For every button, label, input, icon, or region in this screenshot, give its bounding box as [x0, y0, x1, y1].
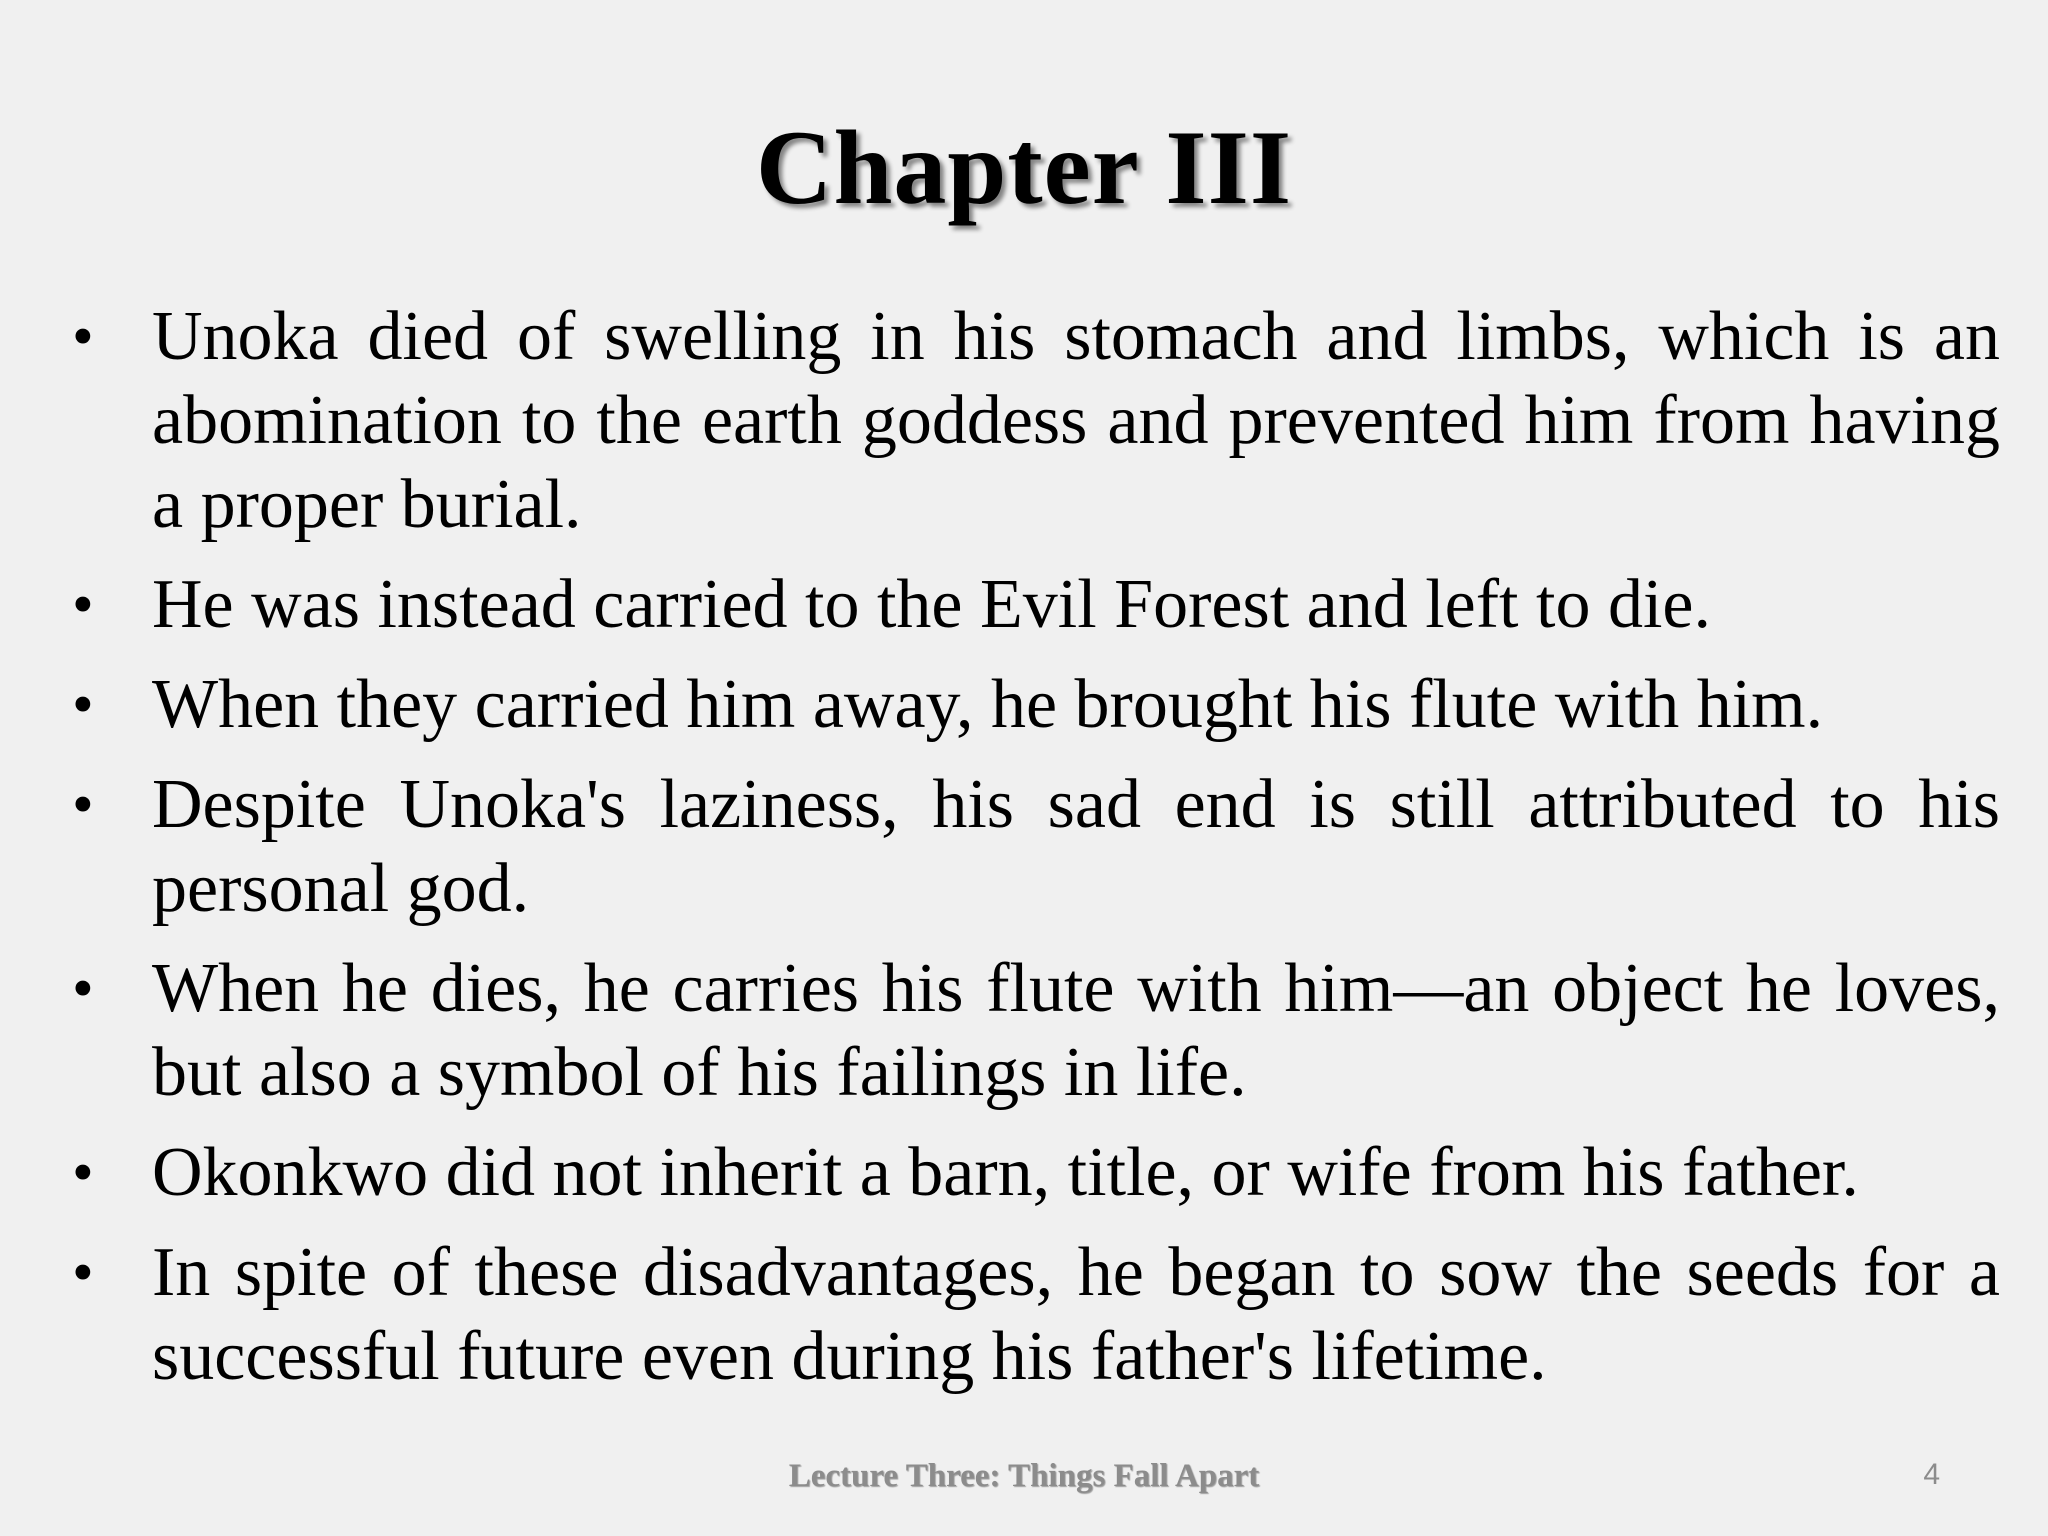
bullet-item — [70, 1231, 2000, 1399]
bullet-icon: • — [72, 771, 94, 839]
bullet-icon: • — [72, 955, 94, 1023]
bullet-text: Unoka died of swelling in his stomach and limbs, which is an abomination to the earth goddess and prevented him from having a proper burial. — [152, 298, 2000, 543]
bullet-text: When they carried him away, he brought his flute with him. — [152, 666, 1824, 743]
bullet-icon: • — [72, 571, 94, 639]
bullet-icon: • — [72, 303, 94, 371]
bullet-text: Despite Unoka's laziness, his sad end is still attributed to his personal god. — [152, 766, 2000, 927]
bullet-item — [70, 1131, 2000, 1215]
slide-footer: Lecture Three: Things Fall Apart — [788, 1458, 1260, 1494]
slide-title: Chapter III — [755, 109, 1293, 226]
bullet-item — [70, 947, 2000, 1115]
bullet-text: He was instead carried to the Evil Forest and left to die. — [152, 566, 1711, 643]
bullet-item — [70, 563, 2000, 647]
bullet-icon: • — [72, 671, 94, 739]
page-number: 4 — [1923, 1458, 1940, 1491]
bullet-text: When he dies, he carries his flute with him—an object he loves, but also a symbol of his failings in life. — [152, 950, 2000, 1111]
bullet-icon: • — [72, 1239, 94, 1307]
bullet-item — [70, 763, 2000, 931]
bullet-item — [70, 295, 2000, 547]
bullet-text: In spite of these disadvantages, he began to sow the seeds for a successful future even during his father's lifetime. — [152, 1234, 2000, 1395]
bullet-icon: • — [72, 1139, 94, 1207]
bullet-item — [70, 663, 2000, 747]
bullet-text: Okonkwo did not inherit a barn, title, or wife from his father. — [152, 1134, 1859, 1211]
bullet-list — [70, 295, 2000, 1415]
